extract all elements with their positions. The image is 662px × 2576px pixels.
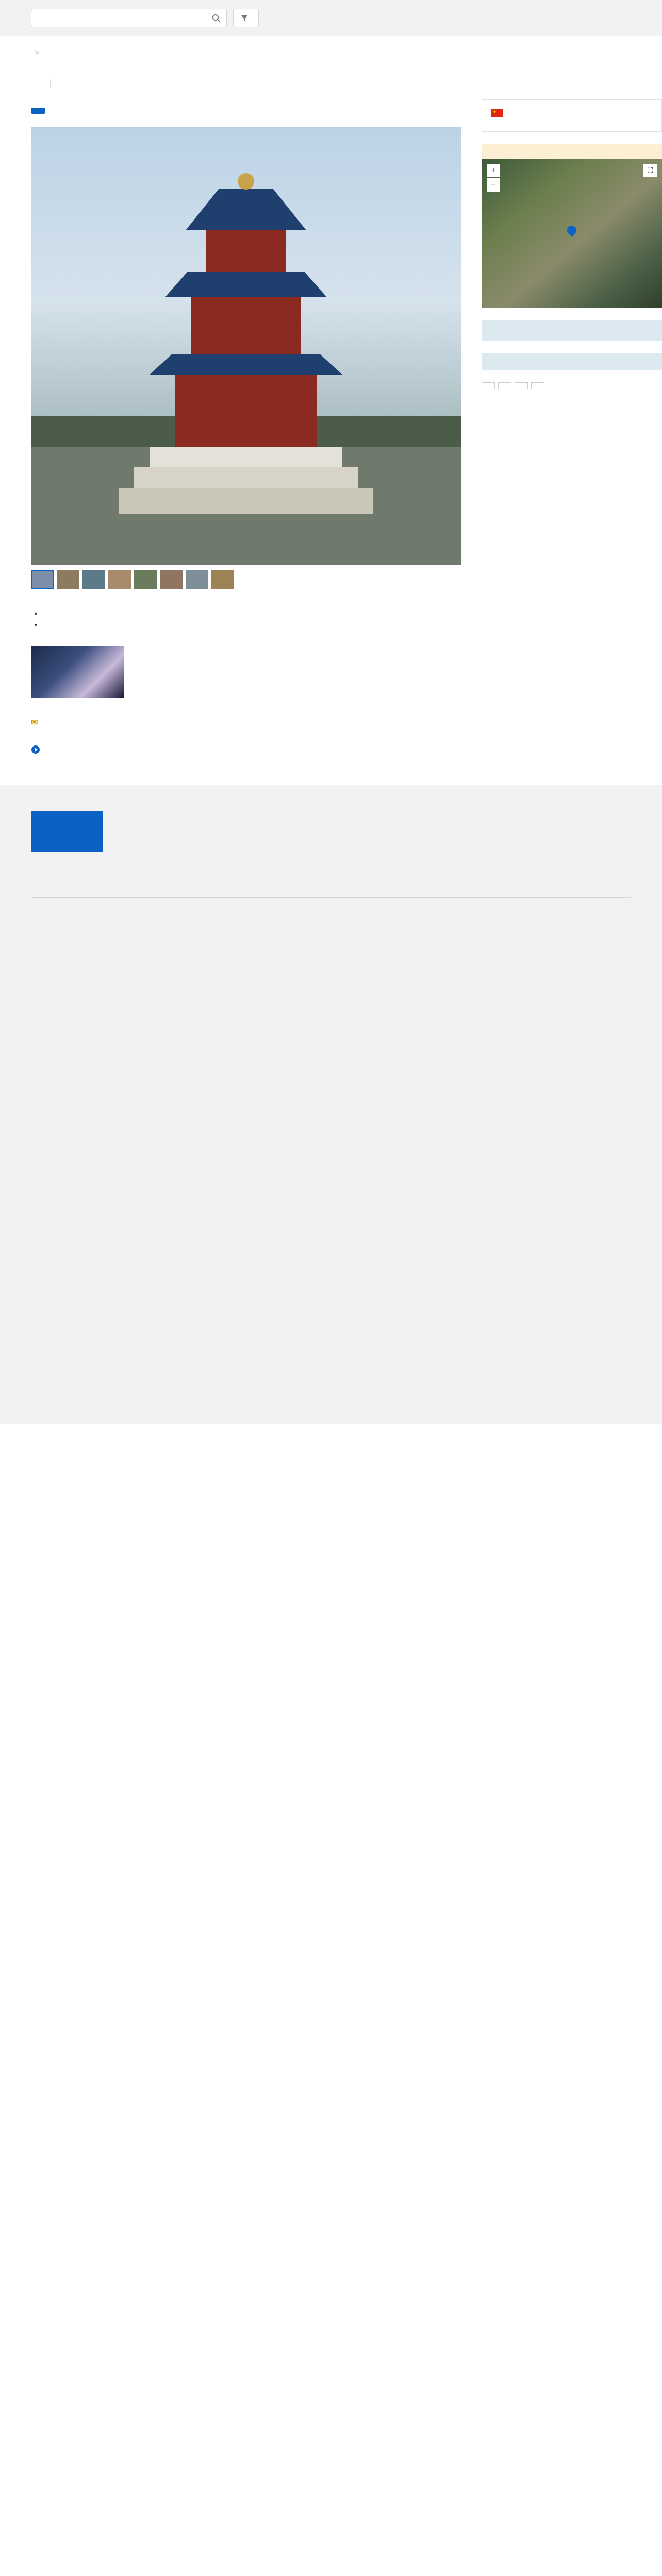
footer-column	[31, 913, 170, 923]
gallery-thumbnail[interactable]	[160, 570, 183, 589]
flag-icon: ★	[491, 109, 503, 117]
tab-video[interactable]	[109, 79, 129, 88]
gallery-thumbnail[interactable]	[57, 570, 79, 589]
gallery-thumbnail[interactable]	[108, 570, 131, 589]
search-input[interactable]	[31, 9, 227, 27]
news-icon: ✉	[31, 718, 38, 727]
webgl-warning	[482, 144, 662, 159]
activity-card[interactable]	[31, 646, 124, 701]
hero-photo[interactable]	[31, 127, 461, 565]
media-video-link[interactable]	[31, 745, 461, 754]
site-footer	[0, 785, 662, 1424]
list-item	[42, 619, 461, 630]
search-icon	[212, 14, 220, 22]
tab-maps[interactable]	[51, 79, 70, 88]
unesco-logo[interactable]	[31, 811, 103, 852]
lang-arabic[interactable]	[64, 108, 78, 114]
tab-bar	[31, 79, 631, 88]
gallery-thumbnails	[31, 570, 461, 589]
country-row	[491, 109, 652, 117]
footer-columns	[31, 873, 631, 882]
list-item	[42, 607, 461, 619]
footer-bottom	[31, 913, 631, 923]
gallery-thumbnail[interactable]	[134, 570, 157, 589]
footer-column	[31, 873, 170, 882]
gallery-thumbnail[interactable]	[211, 570, 234, 589]
footer-column	[338, 873, 477, 882]
lang-spanish[interactable]	[113, 108, 128, 114]
soc-year-button[interactable]	[498, 382, 511, 389]
tab-documents[interactable]	[70, 79, 90, 88]
soc-year-button[interactable]	[531, 382, 544, 389]
geo-info-box	[482, 353, 662, 370]
lang-dutch[interactable]	[146, 108, 161, 114]
soc-year-button[interactable]	[515, 382, 528, 389]
links-list	[31, 607, 461, 631]
main-content	[31, 99, 461, 754]
gallery-thumbnail[interactable]	[31, 570, 54, 589]
breadcrumb	[0, 36, 662, 58]
zoom-out-button[interactable]: −	[487, 178, 500, 192]
footer-column	[185, 873, 324, 882]
breadcrumb-separator: >	[35, 48, 39, 56]
gallery-thumbnail[interactable]	[186, 570, 208, 589]
footer-divider	[31, 897, 631, 898]
soc-years	[482, 382, 662, 389]
gallery-thumbnail[interactable]	[82, 570, 105, 589]
lang-russian[interactable]	[97, 108, 111, 114]
filter-icon	[241, 14, 248, 22]
activity-image	[31, 646, 124, 698]
map-marker-icon	[565, 224, 578, 236]
sidebar	[482, 99, 662, 754]
language-switcher	[31, 108, 461, 114]
soc-year-button[interactable]	[482, 382, 495, 389]
fullscreen-button[interactable]: ⛶	[643, 164, 657, 177]
footer-column	[338, 913, 477, 923]
play-icon	[31, 745, 40, 754]
lang-french[interactable]	[47, 108, 62, 114]
zoom-in-button[interactable]: +	[487, 164, 500, 177]
temple-illustration	[31, 127, 461, 565]
lang-japanese[interactable]	[130, 108, 144, 114]
footer-column	[492, 913, 631, 923]
property-card	[482, 99, 662, 132]
top-bar	[0, 0, 662, 36]
page-title	[0, 58, 464, 65]
news-heading	[31, 716, 461, 730]
tab-indicators[interactable]	[129, 79, 148, 88]
tab-gallery[interactable]	[90, 79, 109, 88]
tab-description[interactable]	[31, 79, 51, 88]
footer-column	[492, 873, 631, 882]
lang-english[interactable]	[31, 108, 45, 114]
lang-chinese[interactable]	[80, 108, 95, 114]
filter-button[interactable]	[233, 9, 259, 27]
footer-column	[185, 913, 324, 923]
disclaimer-box	[482, 320, 662, 341]
site-map[interactable]	[482, 159, 662, 308]
